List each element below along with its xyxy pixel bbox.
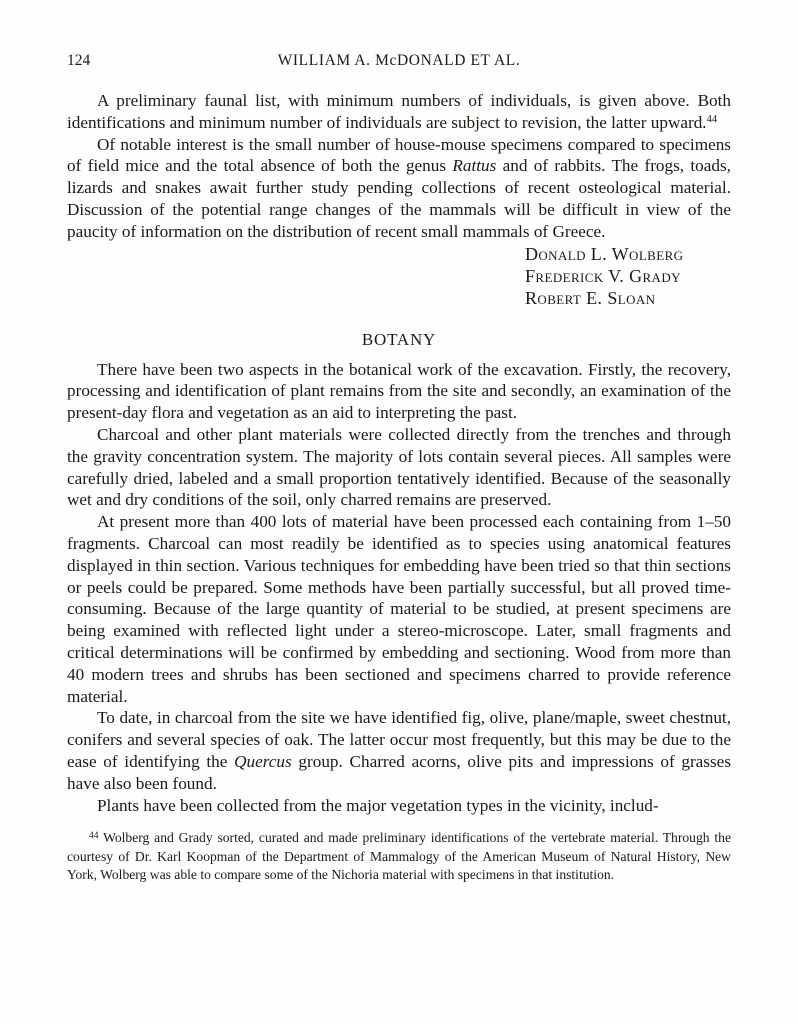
paragraph-text: group. Charred acorns, olive pits and impressions of grasses have also been found. xyxy=(67,751,732,793)
paragraph-charcoal-collected: Charcoal and other plant materials were collected directly from the trenches and through the gravity concentration system. The majority of lots contain several pieces. All samples were carefully dried, labeled and a small proportion tentatively identified. Because of the seasonally wet and dry conditions of the soil, only charred remains are preserved. xyxy=(67,424,731,510)
genus-name-rattus: Rattus xyxy=(452,156,497,176)
page-body xyxy=(67,90,731,885)
running-title: WILLIAM A. McDONALD ET AL. xyxy=(277,52,521,69)
section-heading-botany: BOTANY xyxy=(361,329,437,349)
paragraph-preliminary-faunal-list xyxy=(67,90,731,134)
signature-sloan: Robert E. Sloan xyxy=(525,287,656,308)
paragraph-400-lots: At present more than 400 lots of material have been processed each containing from 1–50 fragments. Charcoal can most readily be identified as to species using anatomical features displayed in thin section. Various techniques for embedding have been tried so that thin sections or peels could be prepared. Some methods have been partially successful, but all proved time-consuming. Because of the large quantity of material to be studied, at present specimens are being examined with reflected light under a stereo-microscope. Later, small fragments and critical determinations will be confirmed by embedding and sectioning. Wood from more than 40 modern trees and shrubs has been sectioned and specimens charred to provide reference material. xyxy=(67,512,731,706)
paragraph-text: A preliminary faunal list, with minimum numbers of individuals, is given above. Both identifications and minimum number of individuals are subject to revision, the latter upward. xyxy=(67,91,731,132)
page-number: 124 xyxy=(67,52,91,69)
paragraph-text: Of notable interest is the small number of house-mouse specimens compared to specimens of field mice and the total absence of both the genus xyxy=(67,134,731,176)
paragraph-notable-interest xyxy=(67,134,731,243)
footnote-number: 44 xyxy=(89,831,99,842)
running-head xyxy=(67,52,731,70)
footnote-reference-44: 44 xyxy=(706,113,718,125)
signature-grady: Frederick V. Grady xyxy=(525,265,681,286)
paragraph-plants-collected: Plants have been collected from the major vegetation types in the vicinity, includ- xyxy=(97,795,659,815)
author-signatures xyxy=(525,243,731,309)
paragraph-text: To date, in charcoal from the site we have identified fig, olive, plane/maple, sweet chestnut, conifers and several species of oak. The latter occur most frequently, but this may be due to the ease of identifying the xyxy=(67,708,731,771)
paragraph-text: and of rabbits. The frogs, toads, lizards and snakes await further study pending collections of recent osteological material. Discussion of the potential range changes of the mammals will be difficult in view of the paucity of information on the distribution of recent small mammals of Greece. xyxy=(67,156,731,241)
genus-name-quercus: Quercus xyxy=(234,751,292,771)
footnote-body xyxy=(67,829,731,885)
signature-wolberg: Donald L. Wolberg xyxy=(525,243,684,264)
footnote-text: Wolberg and Grady sorted, curated and made preliminary identifications of the vertebrate material. Through the courtesy of Dr. Karl Koopman of the Department of Mammalogy of the American Museum of Natural History, New York, Wolberg was able to compare some of the Nichoria material with specimens in that institution. xyxy=(67,830,731,883)
paragraph-two-aspects: There have been two aspects in the botanical work of the excavation. Firstly, the recovery, processing and identification of plant remains from the site and secondly, an examination of the present-day flora and vegetation as an aid to interpreting the past. xyxy=(67,359,731,423)
paragraph-species-identified xyxy=(67,707,731,794)
footnote-44 xyxy=(67,829,731,885)
